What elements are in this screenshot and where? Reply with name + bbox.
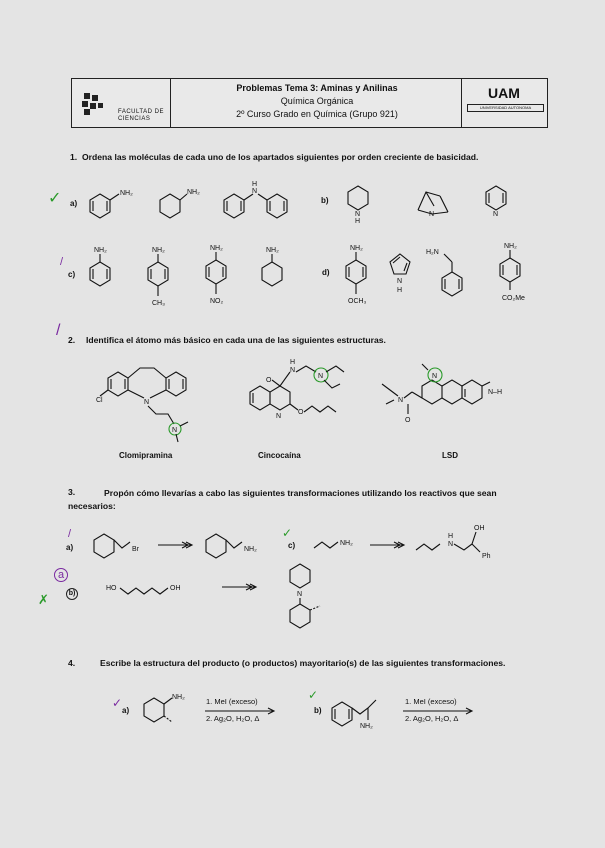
atom-o: O (405, 417, 411, 424)
q4-label-b: b) (314, 706, 322, 715)
q4a-reagent1: 1. MeI (exceso) (206, 697, 258, 706)
atom-n: N (290, 367, 296, 374)
atom-br: Br (132, 546, 139, 553)
atom-nh2: NH₂ (120, 190, 133, 197)
molecule-pyrrole (386, 250, 416, 298)
molecule-cyclohexylamine-c (258, 244, 294, 296)
name-clomipramine: Clomipramina (119, 451, 173, 460)
q3-label-a: a) (66, 543, 74, 552)
atom-oh: OH (170, 585, 181, 592)
faculty-logo-icon (80, 91, 110, 117)
q3-text: Propón cómo llevarías a cabo las siguientes transformaciones utilizando los reactivos que sean necesarios: (68, 488, 497, 511)
molecule-propylamine (312, 534, 362, 554)
atom-no2: NO₂ (210, 298, 224, 305)
q2-text: Identifica el átomo más básico en cada una de las siguientes estructuras. (86, 335, 386, 345)
atom-nh2: NH₂ (244, 546, 257, 553)
molecule-diphenylamine (222, 176, 302, 222)
header-title: Problemas Tema 3: Aminas y Anilinas (236, 83, 398, 93)
atom-n: N (276, 413, 282, 420)
atom-nh2: NH₂ (266, 247, 279, 254)
q4b-reagent2: 2. Ag₂O, H₂O, Δ (405, 714, 459, 723)
faculty-line1: FACULTAD DE (118, 109, 164, 115)
atom-n: N (144, 399, 150, 406)
atom-n: N (297, 591, 303, 598)
q1-text: Ordena las moléculas de cada uno de los apartados siguientes por orden creciente de basicidad. (82, 152, 479, 162)
molecule-benzylamine (426, 244, 476, 304)
atom-n: N (493, 211, 499, 218)
double-arrow-icon (368, 540, 408, 550)
uam-logo: UAM (488, 85, 520, 101)
molecule-quinuclidine (412, 186, 458, 222)
q1-label-a: a) (70, 199, 78, 208)
double-arrow-icon (156, 540, 196, 550)
header-subject: Química Orgánica (280, 96, 354, 106)
molecule-piperidine (346, 182, 376, 226)
atom-n: N (318, 373, 324, 380)
molecule-amphetamine (330, 690, 406, 736)
q1-label-b: b) (321, 196, 329, 205)
molecule-cyclohexylmethyl-bromide (92, 528, 152, 564)
checkmark-icon: ✓ (112, 696, 123, 710)
atom-n: N (397, 278, 403, 285)
molecule-aniline-c (86, 244, 122, 296)
atom-nh2: NH₂ (360, 723, 373, 730)
q4-number: 4. (68, 658, 76, 668)
atom-h: H (290, 359, 296, 366)
double-arrow-icon (220, 582, 260, 592)
pencil-mark-icon: / (68, 528, 72, 540)
cross-mark-icon: ✗ (38, 592, 49, 607)
molecule-aniline (86, 180, 136, 220)
q2-number: 2. (68, 335, 76, 345)
atom-ph: Ph (482, 553, 491, 560)
atom-cl: Cl (96, 397, 103, 404)
atom-n: N (448, 541, 454, 548)
pencil-mark-icon: / (60, 256, 64, 268)
atom-o: O (266, 377, 272, 384)
q1-label-c: c) (68, 270, 76, 279)
atom-nh2: NH₂ (340, 540, 353, 547)
atom-nh2: NH₂ (187, 189, 200, 196)
atom-ho: HO (106, 585, 117, 592)
q3-label-c: c) (288, 541, 296, 550)
atom-n: N (398, 397, 404, 404)
atom-nh: N–H (488, 389, 503, 396)
q4b-reagent1: 1. MeI (exceso) (405, 697, 457, 706)
atom-ch3: CH₃ (152, 300, 165, 307)
molecule-pentanediol (106, 578, 206, 598)
q4-label-a: a) (122, 706, 130, 715)
checkmark-icon: ✓ (308, 688, 319, 702)
atom-n: N (252, 188, 258, 195)
molecule-p-nitroaniline (202, 242, 238, 312)
checkmark-icon: ✓ (48, 190, 62, 207)
q1-label-d: d) (322, 268, 330, 277)
atom-h2n: H₂N (426, 249, 439, 256)
molecule-clomipramine (96, 356, 206, 446)
molecule-piperidinyl-methylcyclohexane (280, 560, 340, 638)
name-lsd: LSD (442, 451, 458, 460)
q3-number: 3. (68, 487, 76, 497)
atom-h: H (252, 181, 258, 188)
molecule-cincocaine (236, 356, 356, 446)
atom-n: N (429, 211, 435, 218)
header-box (71, 78, 548, 128)
molecule-p-toluidine (144, 244, 180, 314)
q1-number: 1. (70, 152, 78, 162)
atom-h: H (355, 218, 361, 225)
molecule-cyclohexylamine (156, 180, 206, 220)
molecule-p-anisidine (342, 242, 378, 312)
atom-nh2: NH₂ (210, 245, 223, 252)
atom-nh2: NH₂ (172, 694, 185, 701)
atom-nh2: NH₂ (350, 245, 363, 252)
atom-n: N (172, 427, 178, 434)
atom-n: N (432, 373, 438, 380)
atom-h: H (397, 287, 403, 294)
atom-h: H (448, 533, 454, 540)
atom-co2me: CO₂Me (502, 295, 525, 302)
header-course: 2º Curso Grado en Química (Grupo 921) (236, 109, 398, 119)
molecule-cyclohexylmethylamine (204, 528, 274, 564)
atom-och3: OCH₃ (348, 298, 367, 305)
faculty-name (118, 109, 164, 123)
molecule-pyridine (484, 182, 514, 222)
molecule-lsd (378, 356, 528, 446)
atom-nh2: NH₂ (94, 247, 107, 254)
molecule-methylcyclohexylamine (140, 688, 196, 734)
q3-label-b: b) (66, 588, 78, 600)
q4a-reagent2: 2. Ag₂O, H₂O, Δ (206, 714, 260, 723)
atom-n: N (355, 211, 361, 218)
atom-nh2: NH₂ (504, 243, 517, 250)
atom-nh2: NH₂ (152, 247, 165, 254)
uam-subtitle: UNIVERSIDAD AUTONOMA (467, 104, 544, 112)
faculty-line2: CIENCIAS (118, 116, 151, 122)
atom-oh: OH (474, 525, 485, 532)
faculty-logo (80, 91, 170, 122)
pencil-mark-icon: / (56, 322, 61, 339)
checkmark-icon: ✓ (282, 526, 293, 540)
name-cincocaine: Cincocaína (258, 451, 301, 460)
atom-o: O (298, 409, 304, 416)
molecule-amino-alcohol (414, 520, 504, 566)
circled-a-mark-icon: a (54, 568, 68, 582)
q4-text: Escribe la estructura del producto (o productos) mayoritario(s) de las siguientes transformaciones. (100, 658, 506, 668)
molecule-methyl-aminobenzoate (496, 240, 542, 310)
